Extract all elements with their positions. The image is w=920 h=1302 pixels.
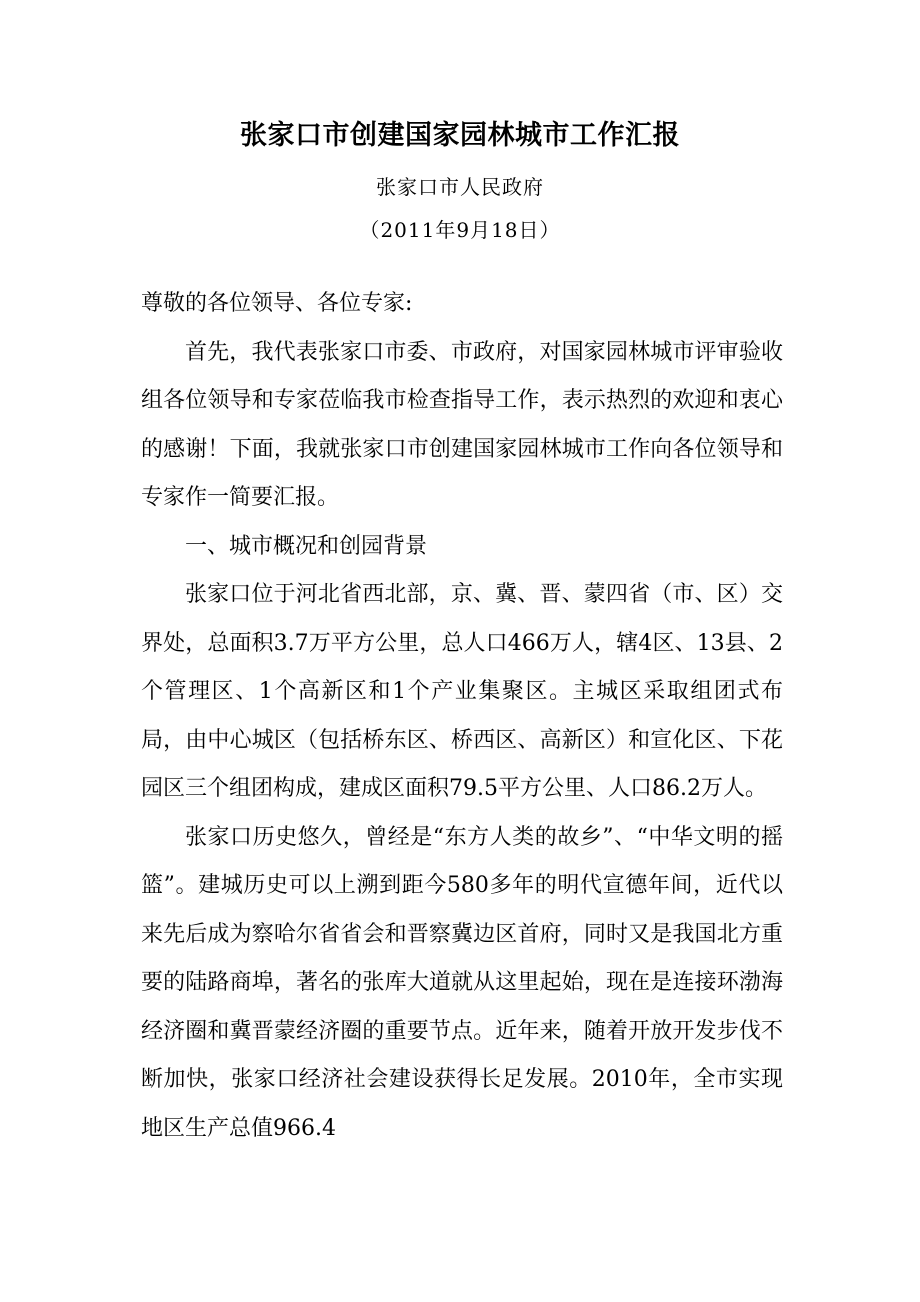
salutation: 尊敬的各位领导、各位专家: xyxy=(141,291,413,316)
section-heading-city-overview: 一、城市概况和创园背景 xyxy=(185,533,428,559)
document-issuer: 张家口市人民政府 xyxy=(376,175,544,199)
document-title: 张家口市创建国家园林城市工作汇报 xyxy=(240,120,680,151)
document-body xyxy=(141,280,783,1153)
paragraph-opening: 首先，我代表张家口市委、市政府，对国家园林城市评审验收组各位领导和专家莅临我市检查指导工作，表示热烈的欢迎和衷心的感谢！下面，我就张家口市创建国家园林城市工作向各位领导和专家作一简要汇报。 xyxy=(141,339,783,510)
document-date: （2011年9月18日） xyxy=(359,218,561,242)
paragraph-city-location: 张家口位于河北省西北部，京、冀、晋、蒙四省（市、区）交界处，总面积3.7万平方公里，总人口466万人，辖4区、13县、2个管理区、1个高新区和1个产业集聚区。主城区采取组团式布局，由中心城区（包括桥东区、桥西区、高新区）和宣化区、下花园区三个组团构成，建成区面积79.5平方公里、人口86.2万人。 xyxy=(141,582,783,801)
paragraph-city-history: 张家口历史悠久，曾经是“东方人类的故乡”、“中华文明的摇篮”。建城历史可以上溯到距今580多年的明代宣德年间，近代以来先后成为察哈尔省省会和晋察冀边区首府，同时又是我国北方重要的陆路商埠，著名的张库大道就从这里起始，现在是连接环渤海经济圈和冀晋蒙经济圈的重要节点。近年来，随着开放开发步伐不断加快，张家口经济社会建设获得长足发展。2010年，全市实现地区生产总值966.4 xyxy=(141,824,783,1141)
